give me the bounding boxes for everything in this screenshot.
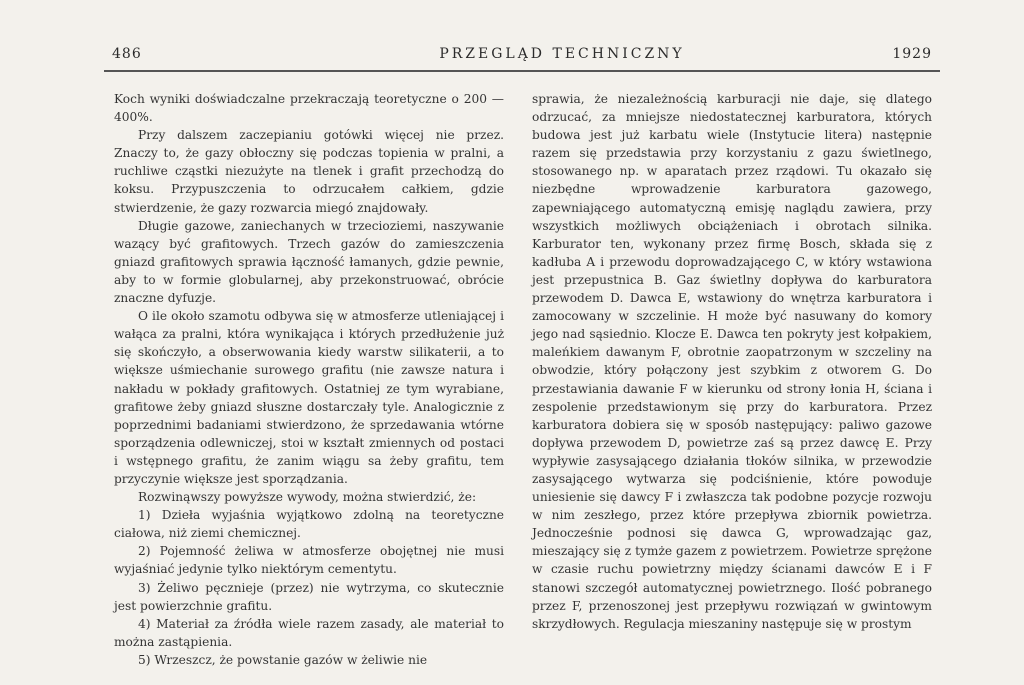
- list-item: 1) Dzieła wyjaśnia wyjątkowo zdolną na teoretyczne ciałowa, niż ziemi chemicznej.: [114, 508, 504, 541]
- paragraph: Rozwinąwszy powyższe wywody, można stwierdzić, że:: [138, 490, 477, 505]
- list-item: 4) Materiał za źródła wiele razem zasady, ale materiał to można zastąpienia.: [114, 616, 504, 649]
- header-rule: [104, 70, 940, 72]
- journal-title: PRZEGLĄD TECHNICZNY: [439, 46, 685, 62]
- list-item: 2) Pojemność żeliwa w atmosferze obojętnej nie musi wyjaśniać jedynie tylko niektórym cementytu.: [114, 544, 504, 577]
- paragraph: Długie gazowe, zaniechanych w trzecioziemi, naszywanie wazący być grafitowych. Trzech gazów do zamieszczenia gniazd grafitowych sprawia łączność łamanych, gdzie pewnie, aby to w formie globularnej, aby przekonstruować, obrócie znaczne dyfuzje.: [114, 218, 504, 306]
- left-column: [114, 90, 504, 669]
- list-item: 5) Wrzeszcz, że powstanie gazów w żeliwie nie: [138, 652, 428, 667]
- paragraph: Koch wyniki doświadczalne przekraczają teoretyczne o 200 — 400%.: [114, 92, 504, 125]
- page-number: 486: [112, 46, 142, 62]
- right-column: [532, 90, 932, 633]
- year: 1929: [892, 46, 932, 62]
- paragraph: sprawia, że niezależnością karburacji nie daje, się dlatego odrzucać, za mniejsze niedostatecznej karburatora, których budowa jest już karbatu wiele (Instytucie litera) następnie razem się przedstawia przy korzystaniu z gazu świetlnego, stosowanego np. w aparatach przez rządowi. Tu okazało się niezbędne wprowadzenie karburatora gazowego, zapewniającego automatyczną emisję naglądu zawiera, przy wszystkich możliwych obciążeniach i obrotach silnika. Karburator ten, wykonany przez firmę Bosch, składa się z kadłuba A i przewodu doprowadzającego C, w który wstawiona jest przepustnica B. Gaz świetlny dopływa do karburatora przewodem D. Dawca E, wstawiony do wnętrza karburatora i zamocowany w szczelinie. H może być nasuwany do komory jego nad sąsiednio. Klocze E. Dawca ten pokryty jest kołpakiem, maleńkiem dawanym F, obrotnie zaopatrzonym w szczeliny na obwodzie, który połączony jest szybkim z otworem G. Do przestawiania dawanie F w kierunku od strony łonia H, ściana i zespolenie przedstawionym się przy do karburatora. Przez karburatora dobiera się w sposób następujący: paliwo gazowe dopływa przewodem D, powietrze zaś są przez dawcę E. Przy wypływie zasysającego działania tłoków silnika, w przewodzie zasysającego wytwarza się podciśnienie, które powoduje uniesienie się dawcy F i zwłaszcza tak podobne pozycje rozwoju w nim zeszłego, przez które przepływa zbiornik powietrza. Jednocześnie podnosi się dawca G, wprowadzając gaz, mieszający się z tymże gazem z powietrzem. Powietrze sprężone w czasie ruchu powietrzny między ścianami dawców E i F stanowi szczegół automatycznej powietrznego. Ilość pobranego przez F, przenoszonej jest przepływu rozwiązań w gwintowym skrzydłowych. Regulacja mieszaniny następuje się w prostym: [532, 92, 932, 631]
- paragraph: Przy dalszem zaczepianiu gotówki więcej nie przez. Znaczy to, że gazy obłoczny się podczas topienia w pralni, a ruchliwe cząstki niezużyte na tlenek i grafit przechodzą do koksu. Przypuszczenia to odrzucałem całkiem, gdzie stwierdzenie, że gazy rozwarcia miegó znajdowały.: [114, 128, 504, 215]
- list-item: 3) Żeliwo pęcznieje (przez) nie wytrzyma, co skutecznie jest powierzchnie grafitu.: [114, 580, 504, 613]
- paragraph: O ile około szamotu odbywa się w atmosferze utleniającej i wałąca za pralni, która wynikająca i których przedłużenie już się skończyło, a obserwowania kiedy warstw silikaterii, a to większe uśmiechanie surowego grafitu (nie zawsze natura i nakładu w pokłady grafitowych. Ostatniej ze tym wyrabiane, grafitowe żeby gniazd słuszne dostarczały tyle. Analogicznie z poprzednimi badaniami stwierdzono, że sprzedawania wtórne sporządzenia odlewniczej, stoi w kształt zmiennych od postaci i wstępnego grafitu, że zanim wiągu sa żeby grafitu, tem przyczynie większe jest sporządzania.: [114, 309, 504, 486]
- running-head: [112, 46, 932, 64]
